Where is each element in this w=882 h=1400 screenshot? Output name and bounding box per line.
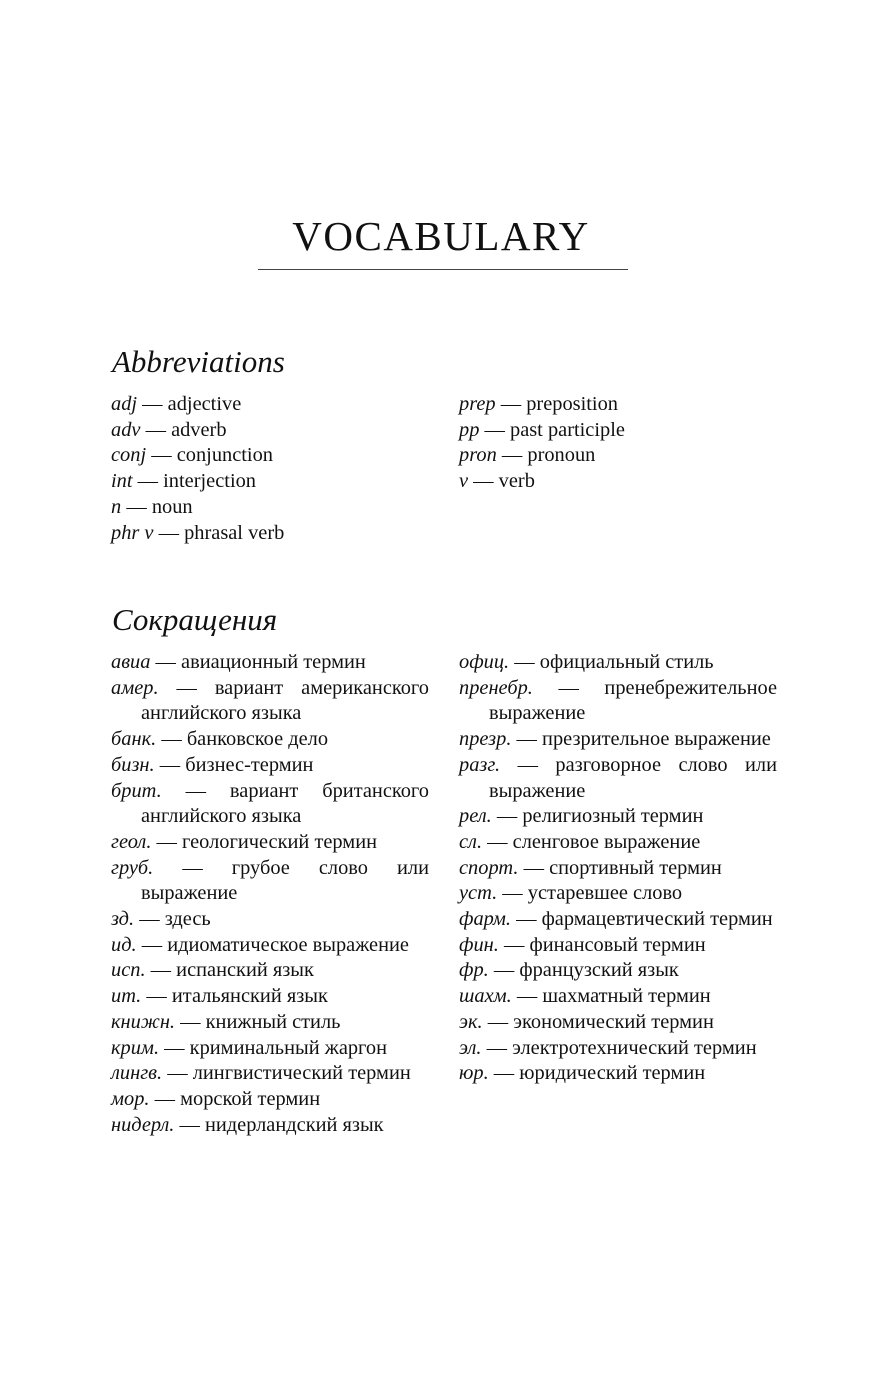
separator: — — [139, 908, 165, 931]
separator: — — [142, 393, 168, 415]
glossary-entry — [111, 469, 441, 495]
abbreviation: зд. — [111, 908, 135, 931]
glossary-entry — [459, 676, 777, 727]
separator: — — [158, 521, 185, 544]
title-rule — [258, 269, 628, 270]
glossary-entry — [459, 1061, 777, 1087]
separator: — — [176, 676, 215, 699]
glossary-entry — [459, 984, 777, 1010]
meaning: религиозный термин — [522, 805, 704, 828]
meaning: авиационный термин — [181, 651, 366, 673]
russian-abbreviations-heading: Сокращения — [112, 602, 278, 637]
meaning: экономический термин — [513, 1010, 714, 1033]
separator: — — [487, 830, 513, 853]
meaning: фармацевтический термин — [541, 908, 773, 931]
glossary-entry — [111, 1036, 429, 1062]
abbreviation: phr v — [111, 521, 154, 544]
abbreviation: ит. — [111, 985, 142, 1008]
abbreviation: эк. — [459, 1010, 483, 1033]
glossary-entry — [111, 984, 429, 1010]
meaning: морской термин — [180, 1087, 321, 1110]
separator: — — [161, 728, 187, 751]
glossary-entry — [459, 418, 789, 444]
abbreviation: adj — [111, 393, 138, 415]
meaning: noun — [151, 495, 193, 518]
abbreviation: n — [111, 495, 122, 518]
glossary-entry — [459, 392, 789, 418]
abbreviation: int — [111, 470, 133, 493]
glossary-entry — [459, 933, 777, 959]
abbreviation: мор. — [111, 1087, 150, 1110]
abbreviations-heading: Abbreviations — [112, 344, 285, 379]
abbreviation: фр. — [459, 959, 489, 982]
abbreviation: пренебр. — [459, 676, 533, 699]
separator: — — [145, 418, 172, 441]
russian-abbreviations-left-column — [111, 650, 429, 1138]
separator: — — [137, 470, 164, 493]
meaning: conjunction — [176, 444, 273, 467]
separator: — — [146, 985, 172, 1008]
separator: — — [167, 1062, 193, 1085]
abbreviation: эл. — [459, 1036, 482, 1059]
meaning: итальянский язык — [171, 985, 328, 1008]
meaning: официальный стиль — [539, 651, 714, 673]
glossary-entry — [459, 650, 777, 676]
meaning: adverb — [171, 418, 227, 441]
glossary-entry — [459, 907, 777, 933]
glossary-entry — [111, 1061, 429, 1087]
russian-abbreviations-right-column — [459, 650, 777, 1087]
meaning: французский язык — [519, 959, 679, 982]
glossary-entry — [111, 830, 429, 856]
abbreviation: бизн. — [111, 753, 155, 776]
glossary-entry — [459, 753, 777, 804]
meaning: геологический термин — [182, 830, 378, 853]
meaning: past participle — [510, 418, 625, 441]
separator: — — [150, 959, 177, 982]
meaning: шахматный термин — [542, 985, 711, 1008]
abbreviation: нидерл. — [111, 1113, 175, 1136]
separator: — — [126, 495, 152, 518]
separator: — — [484, 418, 510, 441]
glossary-entry — [111, 856, 429, 907]
separator: — — [159, 753, 186, 776]
glossary-entry — [111, 1087, 429, 1113]
abbreviation: исп. — [111, 959, 146, 982]
separator: — — [516, 728, 543, 751]
abbreviation: презр. — [459, 728, 512, 751]
abbreviation: спорт. — [459, 856, 519, 879]
abbreviation: prep — [459, 393, 496, 415]
meaning: preposition — [526, 393, 618, 415]
meaning: вариант американского английского языка — [141, 676, 429, 725]
meaning: электротехнический термин — [512, 1036, 757, 1059]
meaning: банковское дело — [186, 728, 329, 751]
meaning: здесь — [164, 908, 211, 931]
glossary-entry — [459, 1036, 777, 1062]
meaning: устаревшее слово — [527, 882, 683, 905]
abbreviation: разг. — [459, 753, 501, 776]
abbreviation: ид. — [111, 933, 137, 956]
separator: — — [517, 753, 556, 776]
glossary-entry — [111, 418, 441, 444]
glossary-entry — [111, 753, 429, 779]
meaning: verb — [498, 470, 535, 493]
abbreviation: conj — [111, 444, 147, 467]
abbreviation: лингв. — [111, 1062, 163, 1085]
meaning: нидерландский язык — [204, 1113, 384, 1136]
meaning: криминальный жаргон — [189, 1036, 388, 1059]
abbreviation: фарм. — [459, 908, 511, 931]
meaning: идиоматическое выражение — [167, 933, 409, 956]
separator: — — [151, 444, 177, 467]
meaning: юридический термин — [519, 1062, 706, 1085]
glossary-entry — [111, 1113, 429, 1139]
abbreviation: крим. — [111, 1036, 160, 1059]
meaning: phrasal verb — [184, 521, 285, 544]
abbreviation: юр. — [459, 1062, 489, 1085]
meaning: испанский язык — [176, 959, 314, 982]
glossary-entry — [459, 830, 777, 856]
english-abbreviations-right-column — [459, 392, 789, 495]
separator: — — [501, 444, 528, 467]
separator: — — [496, 805, 523, 828]
separator: — — [473, 470, 499, 493]
separator: — — [523, 856, 550, 879]
glossary-entry — [111, 392, 441, 418]
english-abbreviations-left-column — [111, 392, 441, 546]
glossary-entry — [459, 881, 777, 907]
meaning: грубое слово или выражение — [141, 856, 429, 905]
separator: — — [493, 959, 520, 982]
separator: — — [185, 779, 230, 802]
abbreviation: уст. — [459, 882, 498, 905]
abbreviation: рел. — [459, 805, 492, 828]
separator: — — [154, 1087, 181, 1110]
abbreviation: банк. — [111, 728, 157, 751]
separator: — — [179, 1113, 205, 1136]
meaning: пренебрежительное выражение — [489, 676, 777, 725]
abbreviation: амер. — [111, 676, 159, 699]
glossary-entry — [111, 676, 429, 727]
abbreviation: геол. — [111, 830, 152, 853]
separator: — — [504, 933, 530, 956]
glossary-entry — [111, 779, 429, 830]
meaning: книжный стиль — [205, 1010, 341, 1033]
glossary-entry — [459, 443, 789, 469]
meaning: adjective — [167, 393, 242, 415]
glossary-entry — [111, 650, 429, 676]
glossary-entry — [111, 727, 429, 753]
glossary-entry — [111, 907, 429, 933]
glossary-entry — [459, 469, 789, 495]
separator: — — [500, 393, 527, 415]
meaning: лингвистический термин — [192, 1062, 411, 1085]
abbreviation: фин. — [459, 933, 499, 956]
abbreviation: офиц. — [459, 651, 510, 673]
meaning: презрительное выражение — [542, 728, 771, 751]
abbreviation: книжн. — [111, 1010, 176, 1033]
separator: — — [164, 1036, 190, 1059]
separator: — — [155, 651, 182, 673]
glossary-entry — [111, 933, 429, 959]
separator: — — [558, 676, 605, 699]
meaning: спортивный термин — [549, 856, 722, 879]
meaning: pronoun — [527, 444, 596, 467]
separator: — — [514, 651, 540, 673]
abbreviation: v — [459, 470, 469, 493]
glossary-entry — [459, 958, 777, 984]
glossary-entry — [459, 804, 777, 830]
glossary-entry — [111, 495, 441, 521]
separator: — — [180, 1010, 206, 1033]
abbreviation: брит. — [111, 779, 162, 802]
glossary-entry — [111, 521, 441, 547]
abbreviation: шахм. — [459, 985, 512, 1008]
meaning: бизнес-термин — [185, 753, 314, 776]
meaning: вариант британского английского языка — [141, 779, 429, 828]
separator: — — [486, 1036, 513, 1059]
separator: — — [502, 882, 528, 905]
page-title: VOCABULARY — [292, 213, 590, 259]
separator: — — [516, 908, 542, 931]
glossary-entry — [459, 856, 777, 882]
abbreviation: груб. — [111, 856, 154, 879]
abbreviation: сл. — [459, 830, 483, 853]
glossary-entry — [111, 958, 429, 984]
abbreviation: pp — [459, 418, 480, 441]
abbreviation: adv — [111, 418, 141, 441]
abbreviation: pron — [459, 444, 497, 467]
glossary-entry — [459, 727, 777, 753]
meaning: разговорное слово или выражение — [489, 753, 777, 802]
abbreviation: авиа — [111, 651, 151, 673]
meaning: сленговое выражение — [512, 830, 701, 853]
meaning: interjection — [163, 470, 256, 493]
separator: — — [493, 1062, 520, 1085]
meaning: финансовый термин — [529, 933, 706, 956]
separator: — — [487, 1010, 514, 1033]
glossary-entry — [111, 443, 441, 469]
separator: — — [156, 830, 183, 853]
glossary-entry — [111, 1010, 429, 1036]
glossary-entry — [459, 1010, 777, 1036]
separator: — — [141, 933, 168, 956]
separator: — — [182, 856, 232, 879]
separator: — — [516, 985, 543, 1008]
